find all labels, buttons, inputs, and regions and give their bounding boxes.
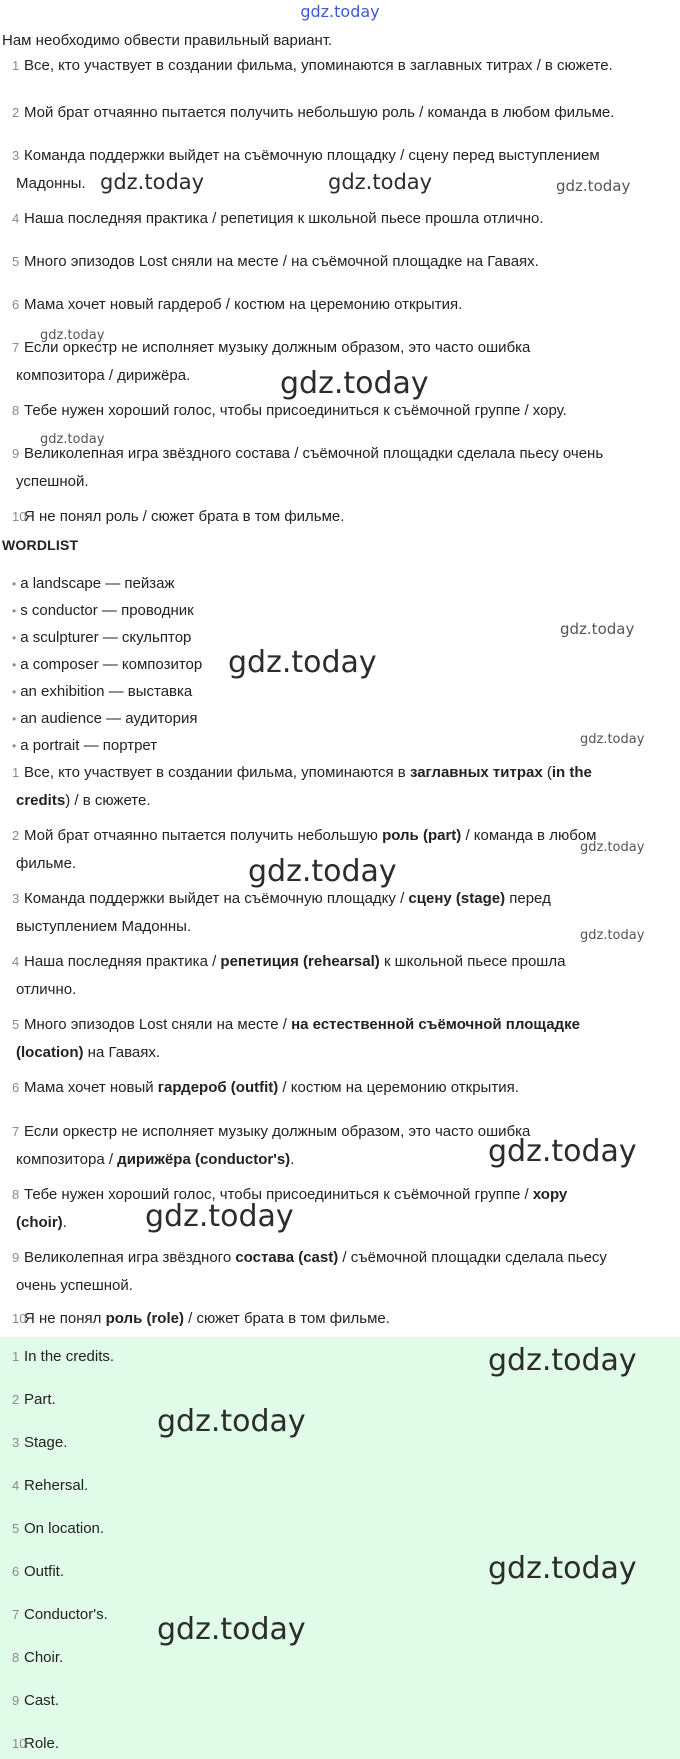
item-number: 3 [12,891,20,906]
text: выступлением Мадонны. [16,918,192,935]
item-number: 10 [12,509,27,524]
item-number: 10 [12,1736,27,1751]
item-text: Я не понял роль / сюжет брата в том фильме. [24,508,345,525]
wordlist-item-text: an audience — аудитория [20,710,198,727]
explained-item [12,1181,674,1237]
item-number: 6 [12,1564,20,1579]
text: . [62,1214,67,1231]
text: ( [542,764,552,781]
watermark: gdz.today [145,1199,294,1234]
item-number: 6 [12,1080,20,1095]
text: перед [505,890,551,907]
explained-item [12,1074,674,1102]
task-instruction: Нам необходимо обвести правильный вариант. [2,32,333,49]
item-text: Много эпизодов Lost сняли на месте / на съёмочной площадке на Гаваях. [24,253,539,270]
item-number: 1 [12,58,20,73]
bullet-icon: • [12,658,17,672]
bullet-icon: • [12,712,17,726]
text: / съёмочной площадки сделала пьесу [338,1249,607,1266]
item-number: 3 [12,1435,20,1450]
answer-text: Cast. [24,1692,60,1709]
watermark: gdz.today [248,854,397,889]
item-number: 2 [12,828,20,843]
text: Тебе нужен хороший голос, чтобы присоединиться к съёмочной группе / [24,1186,533,1203]
item-number: 8 [12,1650,20,1665]
answer-text: Rehersal. [24,1477,89,1494]
answer-highlight: роль (role) [105,1310,184,1327]
answer-text: Part. [24,1391,56,1408]
answer-text: In the credits. [24,1348,115,1365]
item-text: Великолепная игра звёздного состава / съёмочной площадки сделала пьесу очень [24,445,604,462]
text: Я не понял [24,1310,106,1327]
item-number: 5 [12,1017,20,1032]
explained-item [12,885,674,941]
bullet-icon: • [12,685,17,699]
explained-item [12,1244,674,1300]
answer-highlight: сцену (stage) [408,890,506,907]
item-number: 4 [12,1478,20,1493]
explained-item [12,948,674,1004]
watermark: gdz.today [580,732,645,747]
watermark: gdz.today [580,840,645,855]
watermark: gdz.today [580,928,645,943]
text: Все, кто участвует в создании фильма, упоминаются в [24,764,410,781]
answer-item [12,1519,105,1539]
answer-item [12,1390,56,1410]
answer-item [12,1648,64,1668]
item-number: 9 [12,1250,20,1265]
wordlist-item-text: an exhibition — выставка [20,683,193,700]
item-text-cont: Мадонны. [16,175,86,192]
answer-item [12,1476,89,1496]
explained-item [12,1011,674,1067]
item-text: Если оркестр не исполняет музыку должным образом, это часто ошибка [24,339,531,356]
answer-text: Stage. [24,1434,68,1451]
item-number: 5 [12,1521,20,1536]
text: Мой брат отчаянно пытается получить небольшую [24,827,383,844]
item-number: 4 [12,211,20,226]
answer-highlight: гардероб (outfit) [157,1079,279,1096]
text: фильме. [16,855,77,872]
bullet-icon: • [12,739,17,753]
watermark: gdz.today [560,620,635,638]
watermark: gdz.today [40,432,105,447]
exercise-item [12,52,674,80]
text: ) / в сюжете. [65,792,151,809]
item-number: 1 [12,765,20,780]
text: / костюм на церемонию открытия. [278,1079,519,1096]
wordlist-item [12,597,194,625]
item-text-cont: композитора / дирижёра. [16,367,191,384]
item-number: 6 [12,297,20,312]
answer-text: Role. [24,1735,60,1752]
bullet-icon: • [12,631,17,645]
item-number: 9 [12,1693,20,1708]
answer-highlight: на естественной съёмочной площадке [291,1016,580,1033]
item-number: 7 [12,340,20,355]
answer-highlight: хору [532,1186,568,1203]
answer-text: Conductor's. [24,1606,108,1623]
wordlist-item [12,678,192,706]
wordlist-item-text: s conductor — проводник [20,602,194,619]
item-number: 7 [12,1124,20,1139]
text: Если оркестр не исполняет музыку должным образом, это часто ошибка [24,1123,531,1140]
item-number: 9 [12,446,20,461]
item-text: Все, кто участвует в создании фильма, упоминаются в заглавных титрах / в сюжете. [24,57,613,74]
bullet-icon: • [12,604,17,618]
wordlist-item-text: a composer — композитор [20,656,203,673]
text: на Гаваях. [83,1044,161,1061]
item-text: Мой брат отчаянно пытается получить небольшую роль / команда в любом фильме. [24,104,615,121]
answer-item [12,1734,60,1754]
wordlist-item-text: a landscape — пейзаж [20,575,175,592]
watermark: gdz.today [280,366,429,401]
text: Наша последняя практика / [24,953,221,970]
item-number: 4 [12,954,20,969]
answer-highlight: in the [551,764,592,781]
exercise-item [12,440,674,496]
watermark: gdz.today [488,1134,637,1169]
item-number: 2 [12,105,20,120]
answer-item [12,1347,115,1367]
exercise-item [12,291,674,319]
exercise-item [12,397,674,425]
answer-text: Outfit. [24,1563,65,1580]
item-text: Наша последняя практика / репетиция к школьной пьесе прошла отлично. [24,210,544,227]
answer-item [12,1562,65,1582]
watermark: gdz.today [228,645,377,680]
answer-highlight: (location) [16,1044,84,1061]
answer-highlight: (choir) [16,1214,63,1231]
text: Команда поддержки выйдет на съёмочную площадку / [24,890,409,907]
watermark: gdz.today [100,170,205,194]
item-number: 5 [12,254,20,269]
explained-item [12,1305,674,1333]
answer-highlight: дирижёра (conductor's) [117,1151,291,1168]
bullet-icon: • [12,577,17,591]
text: композитора / [16,1151,118,1168]
text: . [290,1151,295,1168]
exercise-item [12,205,674,233]
wordlist-item [12,570,175,598]
wordlist-item [12,624,191,652]
exercise-item [12,99,674,127]
answer-text: On location. [24,1520,105,1537]
answer-highlight: репетиция (rehearsal) [220,953,380,970]
watermark: gdz.today [556,177,631,195]
text: / сюжет брата в том фильме. [183,1310,390,1327]
item-number: 1 [12,1349,20,1364]
answer-item [12,1433,68,1453]
watermark: gdz.today [488,1343,637,1378]
answer-text: Choir. [24,1649,64,1666]
item-text-cont: успешной. [16,473,89,490]
text: отлично. [16,981,77,998]
explained-item [12,759,674,815]
watermark: gdz.today [40,328,105,343]
answer-item [12,1605,108,1625]
answer-highlight: состава (cast) [235,1249,339,1266]
item-text: Тебе нужен хороший голос, чтобы присоединиться к съёмочной группе / хору. [24,402,567,419]
item-number: 7 [12,1607,20,1622]
text: Великолепная игра звёздного [24,1249,236,1266]
text: к школьной пьесе прошла [379,953,566,970]
item-number: 8 [12,1187,20,1202]
wordlist-heading: WORDLIST [2,537,79,553]
text: Мама хочет новый [24,1079,158,1096]
site-header-logo[interactable]: gdz.today [300,2,380,21]
item-text: Команда поддержки выйдет на съёмочную площадку / сцену перед выступлением [24,147,600,164]
answer-highlight: роль (part) [382,827,462,844]
answer-item [12,1691,60,1711]
watermark: gdz.today [157,1404,306,1439]
item-number: 3 [12,148,20,163]
text: Много эпизодов Lost сняли на месте / [24,1016,292,1033]
wordlist-item-text: a portrait — портрет [20,737,158,754]
item-number: 10 [12,1311,27,1326]
wordlist-item [12,732,157,760]
exercise-item [12,503,674,531]
text: очень успешной. [16,1277,133,1294]
wordlist-item [12,651,202,679]
watermark: gdz.today [488,1551,637,1586]
exercise-item [12,248,674,276]
wordlist-item-text: a sculpturer — скульптор [20,629,192,646]
item-number: 8 [12,403,20,418]
watermark: gdz.today [328,170,433,194]
answers-panel [0,1337,680,1759]
wordlist-item [12,705,197,733]
watermark: gdz.today [157,1612,306,1647]
item-text: Мама хочет новый гардероб / костюм на церемонию открытия. [24,296,463,313]
answer-highlight: заглавных титрах [409,764,543,781]
answer-highlight: credits [16,792,66,809]
text: / команда в любом [461,827,597,844]
item-number: 2 [12,1392,20,1407]
